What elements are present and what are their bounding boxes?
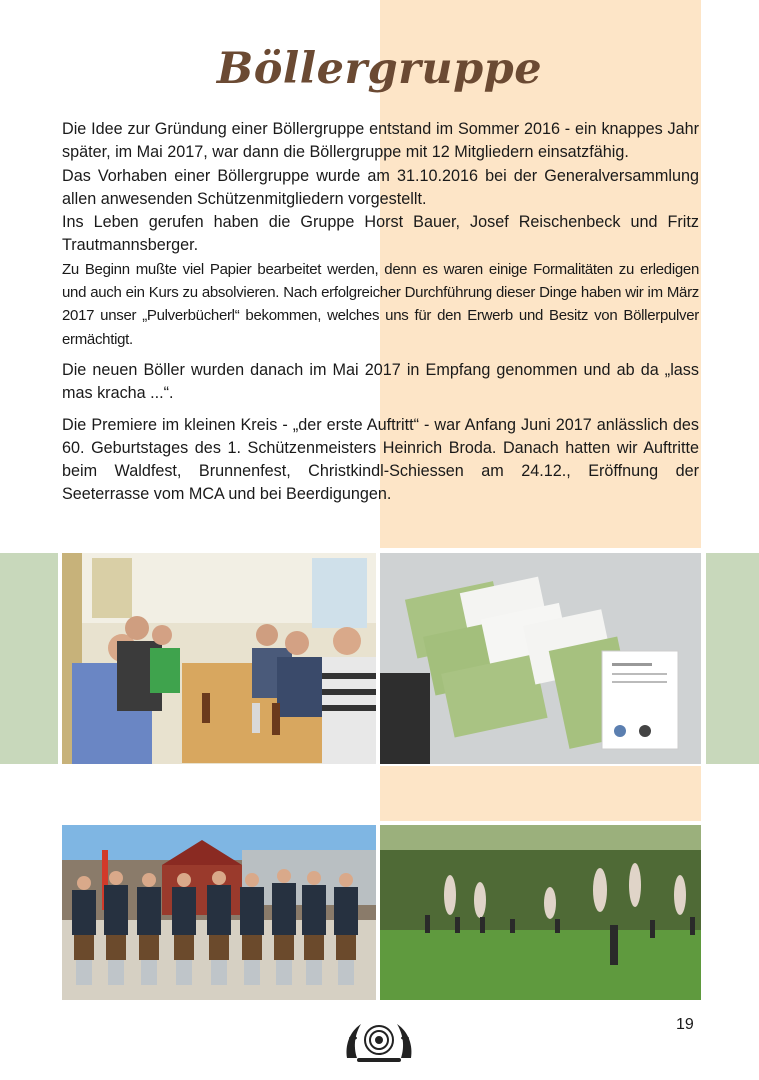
photo-group-at-table <box>62 553 376 764</box>
paragraph-3: Ins Leben gerufen haben die Gruppe Horst Bauer, Josef Reischenbeck und Fritz Trautmannsberger. <box>62 213 699 255</box>
paragraph-6: Die Premiere im kleinen Kreis - „der erste Auftritt“ - war Anfang Juni 2017 anlässlich des 60. Geburtstages des 1. Schützenmeisters Heinrich Broda. Danach hatten wir Auftritte beim Waldfest, Brunnenfest, Christkindl-Schiessen am 24.12., Eröffnung der Seeterrasse vom MCA und bei Beerdigungen. <box>62 415 699 504</box>
photo-certificates <box>380 553 701 764</box>
peach-background-band <box>380 766 701 821</box>
page-title: Böllergruppe <box>216 44 543 94</box>
green-side-band-right <box>706 553 759 764</box>
photo-group-traditional-dress <box>62 825 376 1000</box>
paragraph-5: Die neuen Böller wurden danach im Mai 2017 in Empfang genommen und ab da „lass mas kracha ...“. <box>62 360 699 403</box>
paragraph-1: Die Idee zur Gründung einer Böllergruppe entstand im Sommer 2016 - ein knappes Jahr später, im Mai 2017, war dann die Böllergruppe mit 12 Mitgliedern einsatzfähig. <box>62 120 699 162</box>
photo-firing-salute-field <box>380 825 701 1000</box>
article-body <box>62 118 699 507</box>
club-emblem-logo <box>343 1018 415 1064</box>
page-number: 19 <box>676 1016 694 1033</box>
paragraph-2: Das Vorhaben einer Böllergruppe wurde am 31.10.2016 bei der Generalversammlung allen anwesenden Schützenmitgliedern vorgestellt. <box>62 166 699 208</box>
paragraph-4: Zu Beginn mußte viel Papier bearbeitet werden, denn es waren einige Formalitäten zu erledigen und auch ein Kurs zu absolvieren. Nach erfolgreicher Durchführung dieser Dinge haben wir im März 2017 unser „Pulverbücherl“ bekommen, welches uns für den Erwerb und Besitz von Böllerpulver ermächtigt. <box>62 260 699 348</box>
green-side-band-left <box>0 553 58 764</box>
